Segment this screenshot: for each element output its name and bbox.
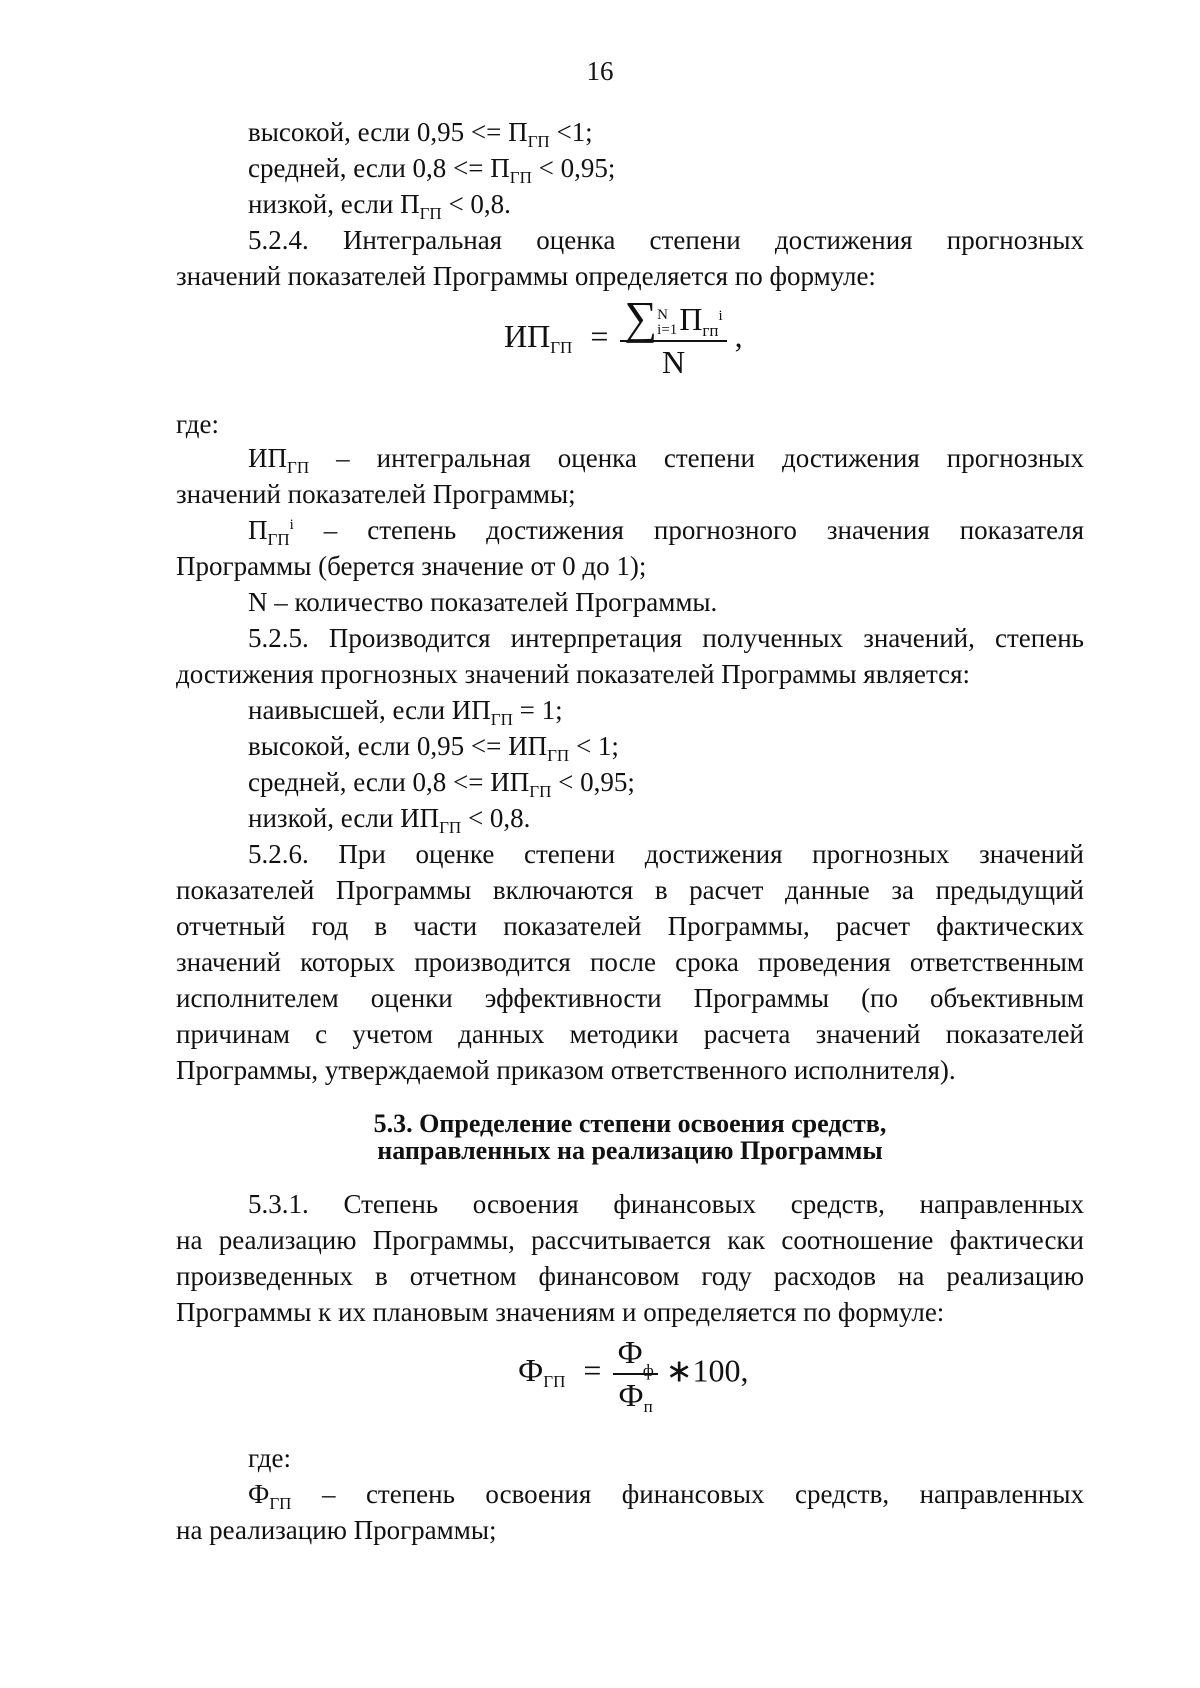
level-high-1: высокой, если $0,95 <= П_{ГП} <1$; (248, 117, 593, 151)
paragraph-5-2-4-line-2: значений показателей Программы определяется по формуле: (176, 261, 876, 291)
paragraph-5-2-5-line-2: достижения прогнозных значений показателей Программы является: (176, 659, 971, 689)
paragraph-5-2-6-line-2: показателей Программы включаются в расчет данные за предыдущий (176, 875, 1084, 905)
level-highest-2: наивысшей, если $ИП_{ГП} = 1$; (248, 695, 563, 729)
paragraph-5-2-6-line-7: Программы, утверждаемой приказом ответственного исполнителя). (176, 1055, 956, 1085)
paragraph-5-2-6-line-4: значений которых производится после срока проведения ответственным (176, 947, 1084, 977)
formula2-tail: ∗100, (665, 1352, 749, 1389)
paragraph-5-2-6-line-3: отчетный год в части показателей Программы, расчет фактических (176, 911, 1084, 941)
definition-f-line-2: на реализацию Программы; (176, 1515, 497, 1545)
paragraph-5-2-6-line-6: причинам с учетом данных методики расчета значений показателей (176, 1019, 1084, 1049)
formula-numerator (620, 292, 726, 343)
formula2-fraction (613, 1334, 657, 1414)
paragraph-5-2-6-line-1: 5.2.6. При оценке степени достижения прогнозных значений (248, 839, 1084, 869)
definition-f-line-1: $Ф_{ГП}$ – степень освоения финансовых средств, направленных (248, 1479, 1084, 1513)
section-heading-line-2: направленных на реализацию Программы (377, 1136, 883, 1165)
level-low-1: низкой, если $П_{ГП} < 0,8$. (248, 189, 511, 223)
sum-lower-limit: i=1 (657, 322, 678, 338)
paragraph-5-2-6-line-5: исполнителем оценки эффективности Программы (по объективным (176, 983, 1084, 1013)
formula2-denominator: $Ф_п$ (618, 1377, 653, 1416)
paragraph-5-2-5-line-1: 5.2.5. Производится интерпретация полученных значений, степень (248, 623, 1084, 653)
definition-ip-line-1: $ИП_{ГП}$ – интегральная оценка степени достижения прогнозных (248, 443, 1084, 477)
formula-equals: = (590, 317, 609, 354)
formula-comma: , (734, 317, 743, 354)
sum-upper-limit: N (657, 307, 669, 323)
definition-ip-line-2: значений показателей Программы; (176, 479, 576, 509)
level-high-2: высокой, если $0,95 <= ИП_{ГП} < 1$; (248, 731, 619, 765)
definition-p-line-1: $П_{ГП}^i$ – степень достижения прогнозного значения показателя (248, 515, 1084, 549)
paragraph-5-3-1-line-3: произведенных в отчетном финансовом году расходов на реализацию (176, 1261, 1084, 1291)
formula2-lhs: $Ф_{ГП}$ (518, 1352, 566, 1392)
paragraph-5-2-4-line-1: 5.2.4. Интегральная оценка степени достижения прогнозных (248, 225, 1084, 255)
level-low-2: низкой, если $ИП_{ГП} < 0,8$. (248, 803, 531, 837)
formula-integral-estimate (504, 292, 743, 381)
section-heading-5-3 (176, 1110, 1084, 1164)
paragraph-5-3-1-line-1: 5.3.1. Степень освоения финансовых средств, направленных (248, 1189, 1084, 1219)
formula-funds-usage (518, 1334, 749, 1414)
page-number: 16 (586, 56, 614, 86)
paragraph-5-3-1-line-2: на реализацию Программы, рассчитывается как соотношение фактически (176, 1225, 1084, 1255)
sum-limits (657, 308, 677, 338)
sum-term: $П_{гп}^i$ (679, 301, 723, 340)
where-label-1: где: (176, 409, 219, 439)
sum-symbol: ∑ (624, 292, 658, 343)
formula-lhs: $ИП_{ГП}$ (504, 317, 573, 357)
formula2-equals: = (583, 1352, 602, 1389)
level-mid-2: средней, если $0,8 <= ИП_{ГП} < 0,95$; (248, 767, 635, 801)
formula2-numerator: Ф ф (613, 1334, 657, 1375)
paragraph-5-3-1-line-4: Программы к их плановым значениям и определяется по формуле: (176, 1297, 945, 1327)
section-heading-line-1: 5.3. Определение степени освоения средств, (373, 1109, 887, 1138)
level-mid-1: средней, если $0,8 <= П_{ГП} < 0,95$; (248, 153, 616, 187)
definition-p-line-2: Программы (берется значение от 0 до 1); (176, 551, 647, 581)
where-label-2: где: (248, 1443, 291, 1473)
definition-n: N – количество показателей Программы. (248, 587, 718, 617)
formula-denominator: N (661, 344, 686, 380)
formula-fraction (620, 292, 726, 381)
